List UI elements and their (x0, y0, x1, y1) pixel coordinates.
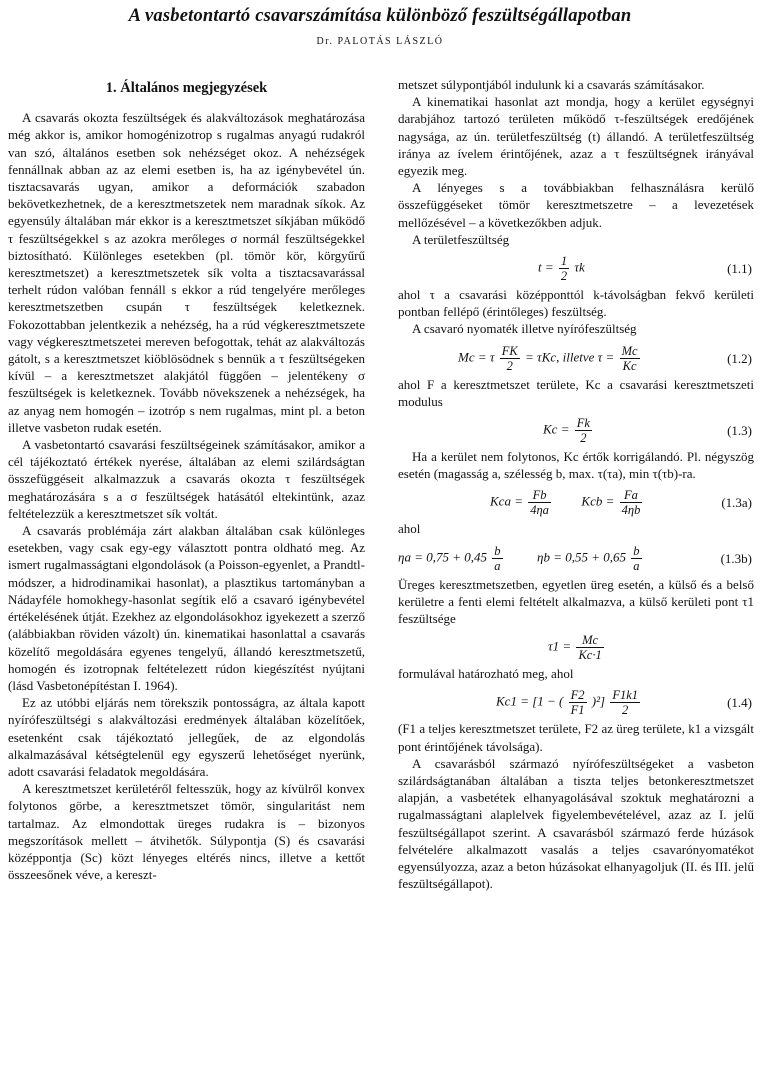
equation-number: (1.4) (727, 695, 752, 711)
paragraph: ahol τ a csavarási középponttól k-távolságban fekvő kerületi pontban fellépő (érintőleges) feszültség. (398, 287, 754, 320)
eq-fraction: $\frac{F2}{F1}$ (570, 688, 585, 718)
paragraph: Üreges keresztmetszetben, egyetlen üreg esetén, a külső és a belső kerületre a fenti elemi feltételt alkalmazva, a külső kerületi pont τ1 feszültsége (398, 576, 754, 627)
paragraph: A csavarás okozta feszültségek és alakváltozások meghatározása még akkor is, amikor homogénizotrop s rugalmas anyagú rudakról van szó, általános esetben sok nehézséget okoz. A nehézségek fennállnak abban az az elemi esetben is, ha az igénybevétel ún. tisztacsavarás ugyan, amikor a deformációk szabadon bekövetkezhetnek, de a keresztmetszetek nem maradnak síkok. Az egyensúly általában már ekkor is a keresztmetszet síkjában működő τ feszültségekkel s az azokra merőleges σ normál feszültségekkel biztosítható. Különleges esetekben (pl. tömör kör, körgyűrű keresztmetszet) a keresztmetszetek sík volta a tisztacsavarással terhelt rúdon valóban fennáll s ekkor a rúd tengelyére merőleges keresztmetszetben csupán τ feszültségek keletkeznek. Fokozottabban jelentkezik a nehézség, ha a rúd végkeresztmetszete vagy végkeresztmetszetei mereven befogottak, tehát az alakváltozás gátolt, s a keresztmetszet kiöblösödnek s bennük a τ feszültségeken kívül – a keresztmetszet alakjától függően – jelentékeny σ feszültségek is keletkeznek. Tovább növekszenek a nehézségek, ha az anyag nem homogén – izotróp s nem rugalmas, mint pl. a beton illetve vasbeton rudak esetén. (8, 110, 365, 435)
equation-1-1 (398, 248, 754, 286)
equation-number: (1.3) (727, 423, 752, 439)
paragraph: A lényeges s a továbbiakban felhasználásra kerülő összefüggéseket tömör keresztmetszetre – a levezetések mellőzésével – a következőkben adjuk. (398, 180, 754, 230)
eq-fraction: $\frac{Fk}{2}$ (576, 416, 590, 446)
paragraph: Ha a kerület nem folytonos, Kc értők korrigálandó. Pl. négyszög esetén (magasság a, szélesség b, max. τ(τa), min τ(τb)-ra. (398, 449, 754, 482)
equation-number: (1.3a) (721, 495, 752, 511)
eq-fraction: $\frac{Mc}{Kc}$ (621, 343, 638, 373)
eq-fraction: $\frac{b}{a}$ (633, 543, 640, 573)
paragraph: A kinematikai hasonlat azt mondja, hogy a kerület egységnyi darabjához tartozó területen működő τ-feszültségek eredőjének nagysága, az ún. területfeszültség (t) állandó. A területfeszültség iránya az ívelem érintőjének, azaz a τ feszültségnek irányával egyezik meg. (398, 94, 754, 179)
eq-lhs: t = (538, 259, 554, 275)
eq-part: ηa = 0,75 + 0,45 (398, 549, 487, 565)
left-column (8, 70, 365, 883)
paragraph: A csavarás problémája zárt alakban általában csak különleges esetekben, vagy csak egy-egy választott pontra oldható meg. Az ismert rugalmasságtani elgondolások (a Poisson-egyenlet, a Prandtl-módszer, a hidrodinamikai hasonlat), a plasztikus tartományban a Nádayféle homokhegy-hasonlat segítik elő a csavaró igénybevétel értékelésének útját. Ezekhez az elgondolásokhoz igyekezett a szerző (alábbiakban röviden vázolt) ún. kinematikai hasonlattal a csavarás közelítő megoldására egyenes tengelyű, állandó keresztmetszetű, homogén és izotropnak feltételezett rúdon kiegészítést nyújtani (lásd Vasbetonépítéstan I. 1964). (8, 523, 365, 693)
equation-number: (1.1) (727, 261, 752, 277)
equation-1-3b (398, 538, 754, 576)
equation-tau1 (398, 627, 754, 665)
eq-part: Mc = τ (458, 349, 495, 365)
article-title: A vasbetontartó csavarszámítása különböző feszültségállapotban (128, 6, 632, 26)
section-heading: 1. Általános megjegyzések (105, 80, 268, 96)
paragraph: A csavaró nyomaték illetve nyírófeszültség (412, 321, 637, 337)
paragraph: ahol F a keresztmetszet területe, Kc a csavarási keresztmetszeti modulus (398, 376, 754, 409)
eq-fraction: $\frac{b}{a}$ (494, 543, 501, 573)
eq-fraction: $\frac{Mc}{Kc\cdot 1}$ (578, 633, 602, 663)
eq-part: ηb = 0,55 + 0,65 (537, 549, 626, 565)
equation-1-3a (398, 482, 754, 520)
paragraph: A keresztmetszet kerületéről feltesszük, hogy az kívülről konvex folytonos görbe, a keresztmetszet tömör, singularitást nem tartalmaz. Az elmondottak üreges rudakra is – bizonyos megszorítások mellett – átvihetők. Súlypontja (S) és csavarási középpontja (Sc) közt lényeges eltérés nincs, illetve a kettőt összeesőnek véve, a kereszt- (8, 781, 365, 883)
paragraph: A területfeszültség (412, 231, 510, 247)
paragraph: ahol (398, 521, 421, 537)
eq-part: Kcb = (581, 493, 615, 509)
author-name: Dr. PALOTÁS LÁSZLÓ (316, 36, 444, 47)
eq-rhs: τk (574, 259, 585, 275)
equation-1-2 (398, 338, 754, 376)
equation-1-3 (398, 410, 754, 448)
paragraph: Ez az utóbbi eljárás nem törekszik pontosságra, az általa kapott nyírófeszültségi s alakváltozási eredmények általában közelítőek, esetenként csak tájékoztató jellegűek, de az elgondolás alkalmazásával kétségtelenül egy egyszerű lehetőséget nyerünk, adott csavarási feladatok megoldására. (8, 695, 365, 779)
equation-number: (1.2) (727, 350, 752, 366)
eq-fraction: $\frac{FK}{2}$ (501, 343, 518, 373)
eq-fraction: $\frac{F1k1}{2}$ (612, 688, 638, 718)
paragraph: formulával határozható meg, ahol (398, 666, 574, 682)
paragraph: (F1 a teljes keresztmetszet területe, F2 az üreg területe, k1 a vizsgált pont érintőjének távolsága). (398, 721, 754, 754)
eq-part: )²] (591, 693, 606, 709)
right-column (398, 76, 754, 893)
eq-fraction: $\frac{1}{2}$ (560, 254, 568, 284)
equation-number: (1.3b) (720, 550, 752, 566)
paragraph: A csavarásból származó nyírófeszültségeket a vasbeton szilárdságtanában általában a tiszta teljes betonkeresztmetszet alapján, a vasbetétek elhanyagolásával szoktuk meghatározni a rugalmasságtani alaplelvek figyelembevételével, azaz az I. jelű feszültségállapot szerint. A csavarásból származó ferde húzások felvételére alkalmazott vasalás a teljes csavarónyomatékot egyensúlyozza, azaz a beton húzásokat elhanyagoljuk (II. és III. jelű feszültségállapot). (398, 755, 754, 892)
paragraph: metszet súlypontjából indulunk ki a csavarás számításakor. (398, 77, 705, 92)
eq-lhs: Kc = (543, 421, 570, 437)
eq-part: Kc1 = [1 − ( (496, 693, 564, 709)
paragraph: A vasbetontartó csavarási feszültségeinek számításakor, amikor a cél tájékoztató értékek nyerése, általában az elemi szilárdságtan összefüggéseit alkalmazzuk a csavarás okozta τ feszültségek meghatározására s a σ feszültségek hatásától eltekintünk, azaz feltételezzük a keresztmetszet sík voltát. (8, 437, 365, 521)
eq-fraction: $\frac{Fb}{4\eta a}$ (530, 488, 549, 518)
eq-part: Kca = (490, 493, 523, 509)
eq-part: = τKc, illetve τ = (525, 349, 615, 365)
equation-1-4 (398, 682, 754, 720)
eq-fraction: $\frac{Fa}{4\eta b}$ (621, 488, 641, 518)
eq-lhs: τ1 = (548, 638, 572, 654)
